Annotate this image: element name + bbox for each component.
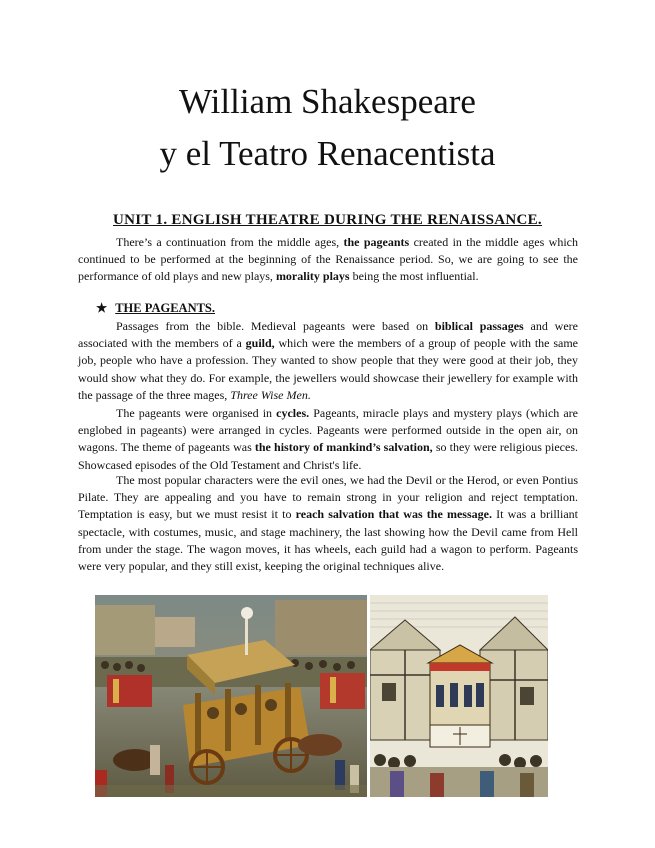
unit-heading: UNIT 1. ENGLISH THEATRE DURING THE RENAISSANCE. — [113, 212, 542, 228]
pageant-painting-illustration — [95, 595, 367, 797]
star-bullet-icon: ★ — [96, 301, 108, 315]
paragraph-cycles: The pageants were organised in cycles. Pageants, miracle plays and mystery plays (which are englobed in pageants) were arranged in cycles. Pageants were performed outside in the open air, on wagons. The theme of pageants was the history of mankind’s salvation, so they were religious pieces. Showcased episodes of the Old Testament and Christ's life. — [78, 406, 578, 472]
pageant-wagon-painting — [95, 595, 367, 797]
page-title-line-1: William Shakespeare — [179, 82, 476, 121]
page-title-line-2: y el Teatro Renacentista — [159, 134, 496, 173]
section-heading-pageants — [96, 300, 215, 316]
paragraph-characters: The most popular characters were the evil ones, we had the Devil or the Herod, or even Pontius Pilate. They are appealing and you have to remain strong in your religion and reject temptation. Temptation is easy, but we must resist it to reach salvation that was the message. It was a brilliant spectacle, with costumes, music, and stage machinery, the last showing how the Devil came from Hell from under the stage. The wagon moves, it has wheels, each guild had a wagon to perform. Pageants were very popular, and they still exist, keeping the original techniques alive. — [78, 473, 578, 574]
pageant-stage-engraving — [370, 595, 548, 797]
intro-paragraph: There’s a continuation from the middle ages, the pageants created in the middle ages which continued to be performed at the beginning of the Renaissance period. So, we are going to see the performance of old plays and new plays, morality plays being the most influential. — [78, 235, 578, 284]
paragraph-biblical-passages: Passages from the bible. Medieval pageants were based on biblical passages and were associated with the members of a guild, which were the members of a group of people with the same job, people who have a profession. They wanted to show people that they were good at their job, they would show what they do. For example, the jewellers would showcase their jewellery for example with the passage of the three mages, Three Wise Men. — [78, 319, 578, 402]
pageant-engraving-illustration — [370, 595, 548, 797]
section-label: THE PAGEANTS. — [115, 301, 216, 315]
